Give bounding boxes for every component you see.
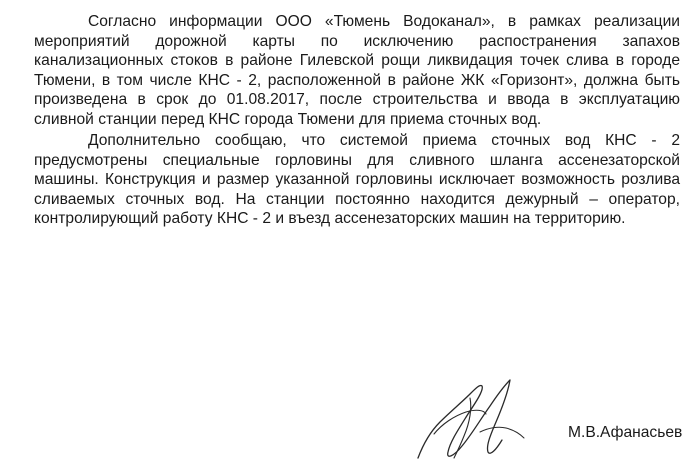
signer-name: М.В.Афанасьев bbox=[568, 424, 683, 441]
paragraph-info: Согласно информации ООО «Тюмень Водоканал», в рамках реализации мероприятий дорожной карты по исключению распостранения запахов канализационных стоков в районе Гилевской рощи ликвидация точек слива в городе Тюмени, в том числе КНС - 2, расположенной в районе ЖК «Горизонт», должна быть произведена в срок до 01.08.2017, после строительства и ввода в эксплуатацию сливной станции перед КНС города Тюмени для приема сточных вод. bbox=[34, 13, 680, 128]
paragraph-additional: Дополнительно сообщаю, что системой приема сточных вод КНС - 2 предусмотрены специальные горловины для сливного шланга ассенезаторской машины. Конструкция и размер указанной горловины исключает возможность розлива сливаемых сточных вод. На станции постоянно находится дежурный – оператор, контролирующий работу КНС - 2 и въезд ассенезаторских машин на территорию. bbox=[34, 132, 680, 227]
handwritten-signature bbox=[410, 372, 530, 464]
letter-body bbox=[34, 12, 680, 229]
